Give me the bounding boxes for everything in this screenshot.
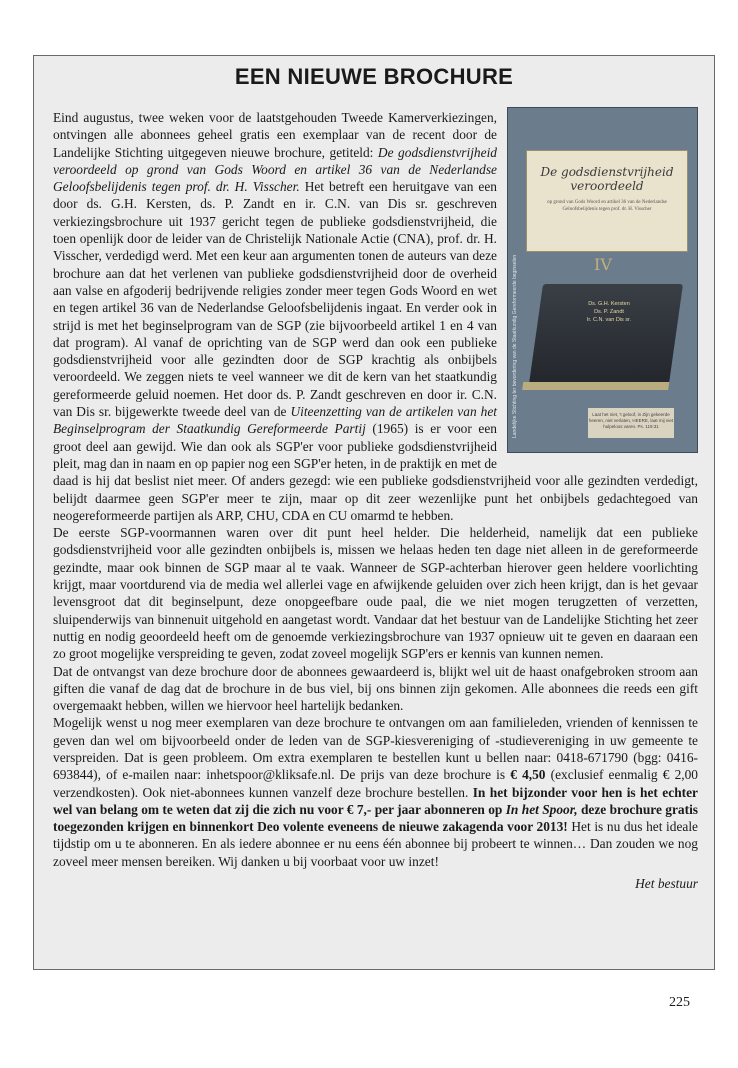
- cover-bible-illustration: [529, 284, 683, 384]
- article-box: [33, 55, 715, 970]
- cover-spine-text: Landelijke Stichting ter bevordering van de Staatkundig Gereformeerde beginselen: [512, 254, 518, 438]
- cover-volume: IV: [594, 255, 612, 274]
- cover-author: Ds. G.H. Kersten: [588, 301, 630, 307]
- cover-title-line1: De godsdienstvrijheid: [540, 165, 674, 179]
- cover-authors: [554, 300, 664, 324]
- cover-author: Ds. P. Zandt: [594, 309, 624, 315]
- cover-author: Ir. C.N. van Dis sr.: [586, 317, 632, 323]
- paragraph-2: De eerste SGP-voormannen waren over dit punt heel helder. Die helderheid, namelijk dat een publieke godsdienstvrijheid voor alle gezindten onbijbels is, missen we helaas heden ten dage niet alleen in de gereformeerde gezindte, maar ook binnen de SGP maar al te vaak. Wanneer de SGP-achterban hierover geen heldere voorlichting krijgt, maar voortdurend via de media wel allerlei vage en afwijkende geluiden over zich heen krijgt, dan is het gevaar levensgroot dat dit beginselpunt, deze onopgeefbare oude paal, die we niet mogen terugzetten of verzetten, sluipenderwijs van binnenuit uitgehold en aangetast wordt. Vandaar dat het bestuur van de Landelijke Stichting het zeer nuttig en nodig geoordeeld heeft om de genoemde verkiezingsbrochure van 1937 opnieuw uit te geven en daaraan een zo groot mogelijke verspreiding te geven, zodat zoveel mogelijk SGP'ers er kennis van kunnen nemen.: [53, 525, 698, 662]
- paragraph-4: Mogelijk wenst u nog meer exemplaren van deze brochure te ontvangen om aan familieleden, vrienden of kennissen te geven dan wel om bijvoorbeeld onder de leden van de SGP-kiesvereniging of -studievereniging in uw gemeente te verspreiden. Dat is geen probleem. Om extra exemplaren te bestellen kunt u bellen naar: 0418-671790 (bgg: 0416-693844), of e-mailen naar: inhetspoor@kliksafe.nl. De prijs van deze brochure is € 4,50 (exclusief eenmalig € 2,00 verzendkosten). Ook niet-abonnees kunnen vanzelf deze brochure bestellen. In het bijzonder voor hen is het echter wel van belang om te weten dat zij die zich nu voor € 7,- per jaar abonneren op In het Spoor, deze brochure gratis toegezonden krijgen en binnenkort Deo volente eveneens de nieuwe zakagenda voor 2013! Het is nu dus het ideale tijdstip om u te abonneren. En als iedere abonnee er nu eens één abonnee bij probeert te winnen… Dan zouden we nog zoveel meer mensen bereiken. Wij danken u bij voorbaat voor uw inzet!: [53, 715, 699, 869]
- article-body: Landelijke Stichting ter bevordering van de Staatkundig Gereformeerde beginselen De godsdienstvrijheid veroordeeld op grond van Gods Woord en artikel 36 van de Nederlandse Geloofsbelijdenis tegen prof. dr. H. Visscher IV Ds. G.H. Kersten Ds. P. Zandt Ir. C.N. van Dis sr. Laat het niet, 't geloof, in Zijn gekeerde heeren, niet verlaten, HEERE, laat mij niet hulpeloos varen. Ps. 119:31 Eind augustus, twee weken voor de laatstgehouden Tweede Kamerverkiezingen, ontvingen alle abonnees geheel gratis een exemplaar van de recent door de Landelijke Stichting uitgegeven nieuwe brochure, getiteld: De godsdienstvrijheid veroordeeld op grond van Gods Woord en artikel 36 van de Nederlandse Geloofsbelijdenis tegen prof. dr. H. Visscher. Het betreft een heruitgave van een door ds. G.H. Kersten, ds. P. Zandt en ir. C.N. van Dis sr. geschreven verkiezingsbrochure uit 1937 gericht tegen de publieke godsdienstvrijheid, die toen openlijk door de leider van de Christelijk Nationale Actie (CNA), prof. dr. H. Visscher, verdedigd werd. Met een keur aan argumenten tonen de auteurs van deze brochure aan dat het verlenen van publieke godsdienstvrijheid door de overheid aan valse en afgoderij bedrijvende religies zonder meer tegen Gods Woord en wet en tegen artikel 36 van de Nederlandse Geloofsbelijdenis ingaat. En verder ook in strijd is met het beginselprogram van de SGP (zie bijvoorbeeld artikel 1 en 4 van dat program). Al vanaf de oprichting van de SGP werd dan ook een publieke godsdienstvrijheid voor alle gezindten door de SGP krachtig als onbijbels veroordeeld. We zeggen niets te veel wanneer we dit de kern van het staatkundig gereformeerde geluid noemen. Het door ds. P. Zandt geschreven en door ir. C.N. van Dis sr. bijgewerkte tweede deel van de Uiteenzetting van de artikelen van het Beginselprogram der Staatkundig Gereformeerde Partij (1965) is er voor een groot deel aan gewijd. Wie dan ook als SGP'er voor publieke godsdienstvrijheid pleit, mag dan in naam en op papier nog een SGP'er heten, in de praktijk en met de daad is hij dat beslist niet meer. Of anders gezegd: wie een publieke godsdienstvrijheid voor alle gezindten verdedigt, belijdt daarmee geen SGP'er meer te zijn, maar op dit zeer wezenlijke punt het onbijbels gedachtegoed van neogereformeerde partijen als ARP, CHU, CDA en CU omarmd te hebben. De eerste SGP-voormannen waren over dit punt heel helder. Die helderheid, namelijk dat een publieke godsdienstvrijheid voor alle gezindten onbijbels is, missen we helaas heden ten dage niet alleen in de gereformeerde gezindte, maar ook binnen de SGP maar al te vaak. Wanneer de SGP-achterban hierover geen heldere voorlichting krijgt, maar voortdurend via de media wel allerlei vage en afwijkende geluiden over zich heen krijgt, dan is het gevaar levensgroot dat dit beginselpunt, deze onopgeefbare oude paal, die we niet mogen terugzetten of verzetten, sluipenderwijs van binnenuit uitgehold en aangetast wordt. Vandaar dat het bestuur van de Landelijke Stichting het zeer nuttig en nodig geoordeeld heeft om de genoemde verkiezingsbrochure van 1937 opnieuw uit te geven en daaraan een zo groot mogelijke verspreiding te geven, zodat zoveel mogelijk SGP'ers er kennis van kunnen nemen. Dat de ontvangst van deze brochure door de abonnees gewaardeerd is, blijkt wel uit de haast onafgebroken stroom aan giften die vanaf de dag dat de brochure in de bus viel, bij ons binnen zijn gekomen. Alle abonnees die reeds een gift overgemaakt hebben, willen we hiervoor heel hartelijk bedanken. Mogelijk wenst u nog meer exemplaren van deze brochure te ontvangen om aan familieleden, vrienden of kennissen te geven dan wel om bijvoorbeeld onder de leden van de SGP-kiesvereniging of -studievereniging in uw gemeente te verspreiden. Dat is geen probleem. Om extra exemplaren te bestellen kunt u bellen naar: 0418-671790 (bgg: 0416-693844), of e-mailen naar: inhetspoor@kliksafe.nl. De prijs van deze brochure is € 4,50 (exclusief eenmalig € 2,00 verzendkosten). Ook niet-abonnees kunnen vanzelf deze brochure bestellen. In het bijzonder voor hen is het echter wel van belang om te weten dat zij die zich nu voor € 7,- per jaar abonneren op In het Spoor, deze brochure gratis toegezonden krijgen en binnenkort Deo volente eveneens de nieuwe zakagenda voor 2013! Het is nu dus het ideale tijdstip om u te abonneren. En als iedere abonnee er nu eens één abonnee bij probeert te winnen… Dan zouden we nog zoveel meer mensen bereiken. Wij danken u bij voorbaat voor uw inzet! Het bestuur: [53, 109, 698, 892]
- cover-title-line2: veroordeeld: [570, 179, 644, 193]
- paragraph-3: Dat de ontvangst van deze brochure door de abonnees gewaardeerd is, blijkt wel uit de haast onafgebroken stroom aan giften die vanaf de dag dat de brochure in de bus viel, bij ons binnen zijn gekomen. Alle abonnees die reeds een gift overgemaakt hebben, willen we hiervoor heel hartelijk bedanken.: [53, 663, 698, 714]
- cover-plaque: Laat het niet, 't geloof, in Zijn gekeerde heeren, niet verlaten, HEERE, laat mij niet hulpeloos varen. Ps. 119:31: [588, 408, 674, 438]
- page-number: 225: [669, 995, 690, 1010]
- cover-subtitle: op grond van Gods Woord en artikel 36 van de Nederlandse Geloofsbelijdenis tegen prof. dr. H. Visscher: [547, 200, 667, 212]
- cover-title-frame: [526, 150, 688, 252]
- brochure-cover-image: [507, 107, 698, 453]
- signature: Het bestuur: [635, 876, 698, 892]
- article-title: EEN NIEUWE BROCHURE: [234, 64, 514, 89]
